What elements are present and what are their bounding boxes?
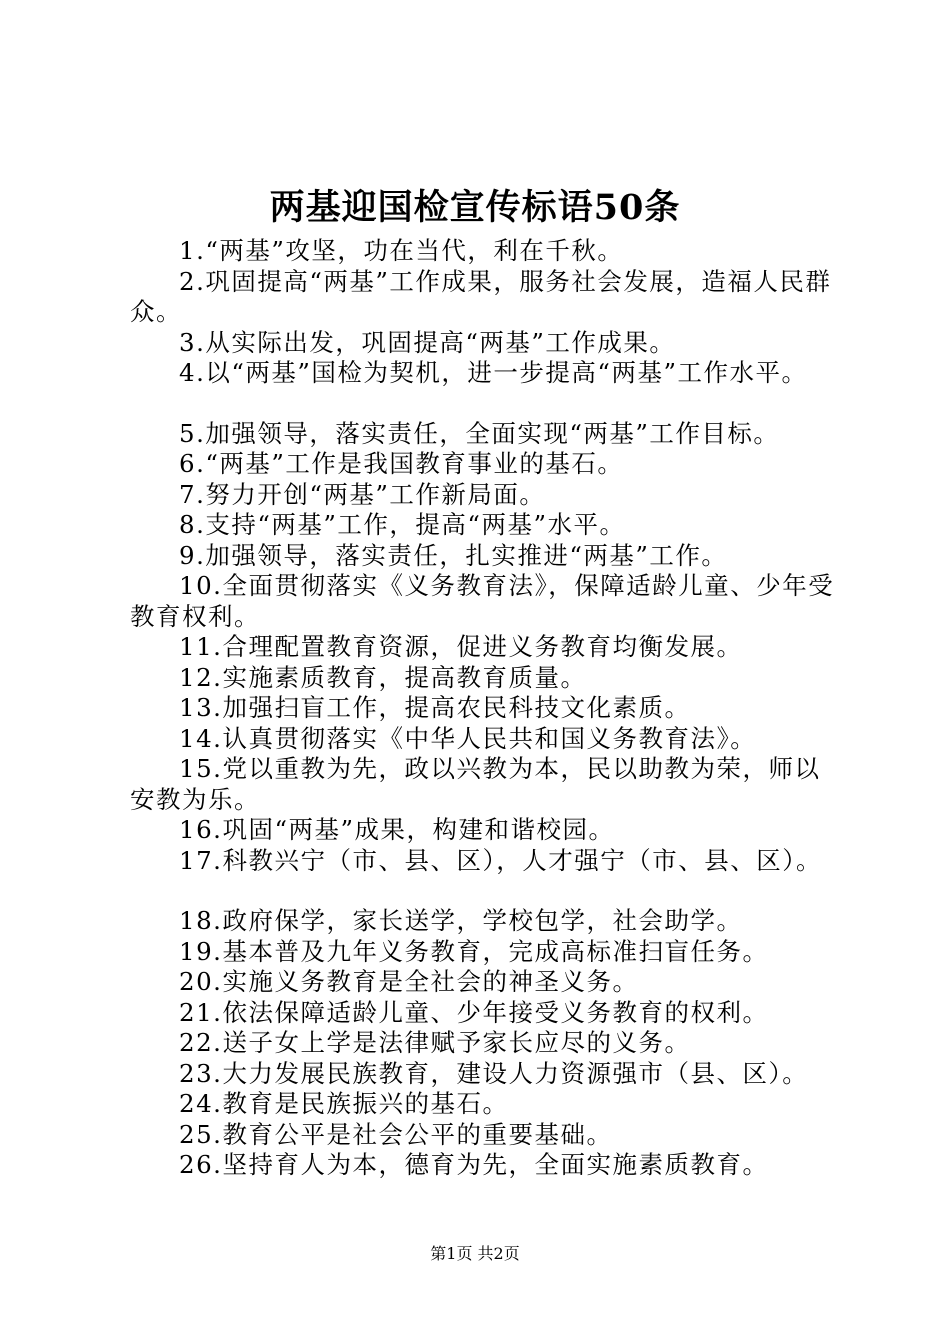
list-item: 15.党以重教为先，政以兴教为本，民以助教为荣，师以安教为乐。: [130, 754, 821, 814]
list-item: 7.努力开创“两基”工作新局面。: [179, 479, 546, 509]
slogan-list: [130, 236, 835, 1181]
list-item: 24.教育是民族振兴的基石。: [179, 1089, 509, 1118]
list-item: 11.合理配置教育资源，促进义务教育均衡发展。: [179, 632, 743, 661]
list-item: 5.加强领导，落实责任，全面实现“两基”工作目标。: [179, 418, 780, 448]
list-item: 6.“两基”工作是我国教育事业的基石。: [179, 449, 624, 478]
list-item: 20.实施义务教育是全社会的神圣义务。: [179, 967, 639, 996]
list-item: 17.科教兴宁（市、县、区），人才强宁（市、县、区）。: [179, 845, 822, 875]
list-item: 14.认真贯彻落实《中华人民共和国义务教育法》。: [179, 723, 757, 753]
list-item: 9.加强领导，落实责任，扎实推进“两基”工作。: [179, 540, 728, 570]
list-item: 23.大力发展民族教育，建设人力资源强市（县、区）。: [179, 1058, 809, 1088]
list-item: 26.坚持育人为本，德育为先，全面实施素质教育。: [179, 1150, 769, 1179]
list-item: 21.依法保障适龄儿童、少年接受义务教育的权利。: [179, 997, 769, 1027]
list-item: 10.全面贯彻落实《义务教育法》，保障适龄儿童、少年受教育权利。: [130, 571, 835, 631]
list-item: 18.政府保学，家长送学，学校包学，社会助学。: [179, 906, 743, 935]
list-item: 25.教育公平是社会公平的重要基础。: [179, 1119, 613, 1149]
page-footer: 第1页 共2页: [430, 1244, 520, 1263]
list-item: 13.加强扫盲工作，提高农民科技文化素质。: [179, 693, 691, 722]
list-item: 4.以“两基”国检为契机，进一步提高“两基”工作水平。: [179, 358, 808, 387]
list-item: 3.从实际出发，巩固提高“两基”工作成果。: [179, 327, 676, 357]
list-item: 19.基本普及九年义务教育，完成高标准扫盲任务。: [179, 936, 769, 966]
page-title: 两基迎国检宣传标语50条: [269, 187, 681, 228]
list-item: 22.送子女上学是法律赋予家长应尽的义务。: [179, 1028, 691, 1057]
list-item: 16.巩固“两基”成果，构建和谐校园。: [179, 815, 615, 844]
list-item: 2.巩固提高“两基”工作成果，服务社会发展，造福人民群众。: [130, 266, 832, 326]
list-item: 8.支持“两基”工作，提高“两基”水平。: [179, 510, 626, 539]
list-item: 1.“两基”攻坚，功在当代，利在千秋。: [179, 236, 624, 265]
list-item: 12.实施素质教育，提高教育质量。: [179, 662, 587, 692]
